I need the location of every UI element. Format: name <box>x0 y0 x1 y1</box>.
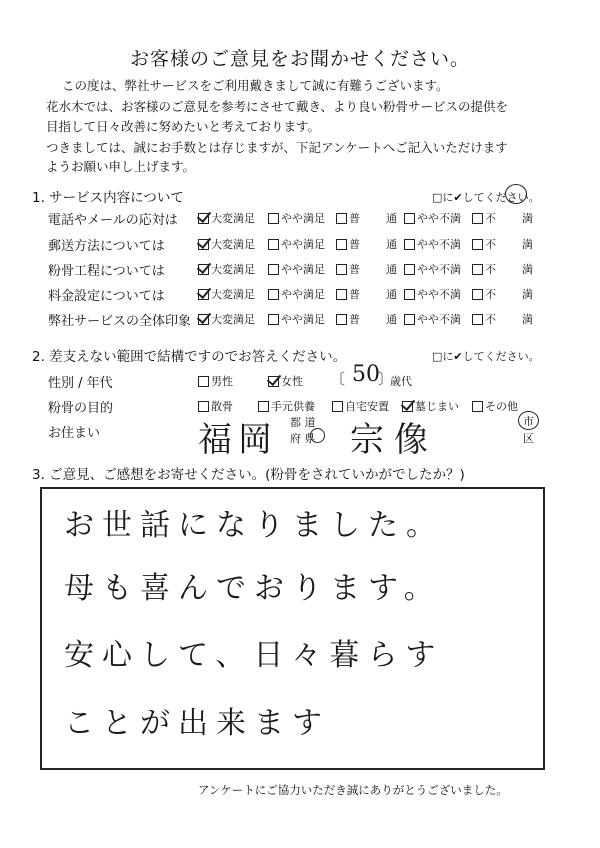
rating-option-label: 大変満足 <box>211 313 255 326</box>
rating-option-suffix[interactable] <box>386 210 397 226</box>
checkbox-checked[interactable] <box>198 264 209 275</box>
rating-option[interactable] <box>268 236 325 252</box>
checkbox-checked[interactable] <box>198 239 209 250</box>
section2-hint: □に✔してください。 <box>432 350 540 363</box>
checkbox[interactable] <box>336 289 347 300</box>
rating-option-label: 満 <box>522 313 533 326</box>
intro-line-1: この度は、弊社サービスをご利用戴きまして誠に有難うございます。 <box>62 78 449 93</box>
checkbox-checked[interactable] <box>402 401 413 412</box>
rating-option-label: やや不満 <box>417 212 461 225</box>
gender-age-label: 性別 / 年代 <box>48 376 113 391</box>
checkbox[interactable] <box>198 376 209 387</box>
checkbox[interactable] <box>336 264 347 275</box>
rating-row-label: 料金設定については <box>48 289 165 304</box>
rating-row-label: 郵送方法については <box>48 239 165 254</box>
rating-option-label: やや不満 <box>417 263 461 276</box>
rating-option[interactable] <box>404 261 461 277</box>
rating-option-label: 満 <box>522 212 533 225</box>
purpose-option[interactable] <box>472 398 518 414</box>
address-label: お住まい <box>48 426 101 441</box>
rating-option[interactable] <box>198 286 255 302</box>
rating-option-label: 満 <box>522 263 533 276</box>
pref-suffix-top: 都 道 <box>290 416 316 429</box>
rating-option[interactable] <box>268 261 325 277</box>
rating-row-label: 弊社サービスの全体印象 <box>48 314 192 329</box>
age-unit: 歳代 <box>390 375 412 388</box>
rating-option[interactable] <box>198 210 255 226</box>
rating-option[interactable] <box>336 286 360 302</box>
rating-option-label: やや不満 <box>417 288 461 301</box>
rating-option[interactable] <box>472 311 496 327</box>
hint-circle-mark <box>505 184 527 204</box>
rating-option-label: やや不満 <box>417 313 461 326</box>
age-open-bracket: 〔 <box>330 370 346 388</box>
checkbox[interactable] <box>268 264 279 275</box>
prefecture-value[interactable]: 福岡 <box>198 420 278 460</box>
city-suffix-top: 市 <box>523 415 534 428</box>
pref-suffix-bottom: 府 県 <box>290 432 316 445</box>
checkbox[interactable] <box>268 314 279 325</box>
gender-option-male[interactable]: 男性 <box>198 373 233 389</box>
rating-option-suffix[interactable] <box>386 261 397 277</box>
rating-option-suffix[interactable] <box>522 311 533 327</box>
rating-option-label: 不 <box>485 288 496 301</box>
city-value[interactable]: 宗像 <box>350 420 438 460</box>
rating-option-label: 通 <box>386 313 397 326</box>
footer-thanks: アンケートにご協力いただき誠にありがとうございました。 <box>198 783 508 797</box>
rating-option-label: 大変満足 <box>211 238 255 251</box>
rating-row-label: 電話やメールの応対は <box>48 213 178 228</box>
checkbox[interactable] <box>472 264 483 275</box>
checkbox[interactable] <box>336 314 347 325</box>
rating-option-label: やや満足 <box>281 288 325 301</box>
city-suffix-bottom: 区 <box>523 432 534 445</box>
intro-line-3: 目指して日々改善に努めたいと考えております。 <box>46 119 321 134</box>
intro-line-5: ようお願い申し上げます。 <box>46 159 196 174</box>
gender-option-female[interactable]: 女性 <box>268 373 303 389</box>
checkbox[interactable] <box>472 401 483 412</box>
rating-option-label: 普 <box>349 288 360 301</box>
rating-option[interactable] <box>336 210 360 226</box>
checkbox[interactable] <box>472 213 483 224</box>
checkbox-checked[interactable] <box>198 314 209 325</box>
checkbox[interactable] <box>472 289 483 300</box>
purpose-option-label: 自宅安置 <box>345 400 389 413</box>
rating-option[interactable] <box>472 236 496 252</box>
purpose-option-label: 墓じまい <box>415 400 459 413</box>
rating-option-label: 普 <box>349 263 360 276</box>
purpose-option-label: 手元供養 <box>271 400 315 413</box>
checkbox[interactable] <box>404 314 415 325</box>
checkbox-checked[interactable] <box>198 213 209 224</box>
checkbox[interactable] <box>404 289 415 300</box>
rating-option-label: 普 <box>349 238 360 251</box>
checkbox-checked[interactable] <box>268 376 279 387</box>
checkbox[interactable] <box>332 401 343 412</box>
rating-option-label: 不 <box>485 313 496 326</box>
rating-option[interactable] <box>472 261 496 277</box>
section1-heading: 1. サービス内容について <box>32 190 184 206</box>
checkbox[interactable] <box>268 239 279 250</box>
rating-row-label: 粉骨工程については <box>48 264 165 279</box>
rating-option[interactable] <box>198 311 255 327</box>
rating-option-label: 大変満足 <box>211 288 255 301</box>
rating-option[interactable] <box>198 236 255 252</box>
purpose-option-label: その他 <box>485 400 518 413</box>
section1-hint: □に✔してください。 <box>432 191 540 204</box>
checkbox[interactable] <box>472 314 483 325</box>
rating-option[interactable] <box>404 311 461 327</box>
rating-option[interactable] <box>268 210 325 226</box>
rating-option[interactable] <box>198 261 255 277</box>
section3-heading: 3. ご意見、ご感想をお寄せください。(粉骨をされていかがでしたか？) <box>32 467 465 483</box>
rating-option-label: 満 <box>522 238 533 251</box>
rating-option-label: やや不満 <box>417 238 461 251</box>
checkbox[interactable] <box>258 401 269 412</box>
checkbox[interactable] <box>336 239 347 250</box>
intro-line-4: つきましては、誠にお手数とは存じますが、下記アンケートへご記入いただけます <box>46 140 508 155</box>
rating-option-label: 通 <box>386 238 397 251</box>
checkbox[interactable] <box>336 213 347 224</box>
rating-option-label: 満 <box>522 288 533 301</box>
rating-option[interactable] <box>268 311 325 327</box>
rating-option-label: 普 <box>349 313 360 326</box>
rating-option-label: やや満足 <box>281 238 325 251</box>
rating-option-label: やや満足 <box>281 212 325 225</box>
rating-option[interactable] <box>336 236 360 252</box>
checkbox[interactable] <box>198 401 209 412</box>
checkbox[interactable] <box>404 264 415 275</box>
rating-option-label: 通 <box>386 263 397 276</box>
rating-option-suffix[interactable] <box>522 210 533 226</box>
rating-option[interactable] <box>336 261 360 277</box>
rating-option-label: 大変満足 <box>211 263 255 276</box>
answer-line-3: 安心して、日々暮らす <box>64 638 444 673</box>
rating-option-label: 不 <box>485 263 496 276</box>
rating-option-label: 大変満足 <box>211 212 255 225</box>
rating-option-label: やや満足 <box>281 263 325 276</box>
rating-option[interactable] <box>404 236 461 252</box>
rating-option[interactable] <box>336 311 360 327</box>
rating-option-suffix[interactable] <box>522 261 533 277</box>
rating-option[interactable] <box>404 210 461 226</box>
purpose-option-label: 散骨 <box>211 400 233 413</box>
checkbox[interactable] <box>404 239 415 250</box>
page-title: お客様のご意見をお聞かせください。 <box>129 48 470 70</box>
rating-option-label: やや満足 <box>281 313 325 326</box>
checkbox-checked[interactable] <box>198 289 209 300</box>
rating-option[interactable] <box>268 286 325 302</box>
checkbox[interactable] <box>404 213 415 224</box>
rating-option-label: 普 <box>349 212 360 225</box>
answer-line-4: ことが出来ます <box>64 706 330 741</box>
rating-option-label: 通 <box>386 288 397 301</box>
answer-line-2: 母も喜んでおります。 <box>64 571 442 606</box>
intro-line-2: 花水木では、お客様のご意見を参考にさせて戴き、より良い粉骨サービスの提供を <box>46 99 509 114</box>
rating-option-suffix[interactable] <box>522 236 533 252</box>
rating-option-suffix[interactable] <box>386 286 397 302</box>
rating-option[interactable] <box>472 210 496 226</box>
rating-option-suffix[interactable] <box>386 236 397 252</box>
rating-option[interactable] <box>472 286 496 302</box>
city-circle-mark <box>518 411 539 430</box>
checkbox[interactable] <box>268 213 279 224</box>
age-close-bracket: 〕 <box>378 370 394 388</box>
checkbox[interactable] <box>268 289 279 300</box>
section2-heading: 2. 差支えない範囲で結構ですのでお答えください。 <box>32 349 347 365</box>
pref-circle-mark <box>310 428 325 443</box>
rating-option-suffix[interactable] <box>386 311 397 327</box>
rating-option-label: 不 <box>485 238 496 251</box>
rating-option[interactable] <box>404 286 461 302</box>
rating-option-suffix[interactable] <box>522 286 533 302</box>
rating-option-label: 通 <box>386 212 397 225</box>
checkbox[interactable] <box>472 239 483 250</box>
answer-line-1: お世話になりました。 <box>64 508 444 543</box>
age-value[interactable]: 50 <box>352 362 380 387</box>
purpose-label: 粉骨の目的 <box>48 401 114 416</box>
rating-option-label: 不 <box>485 212 496 225</box>
